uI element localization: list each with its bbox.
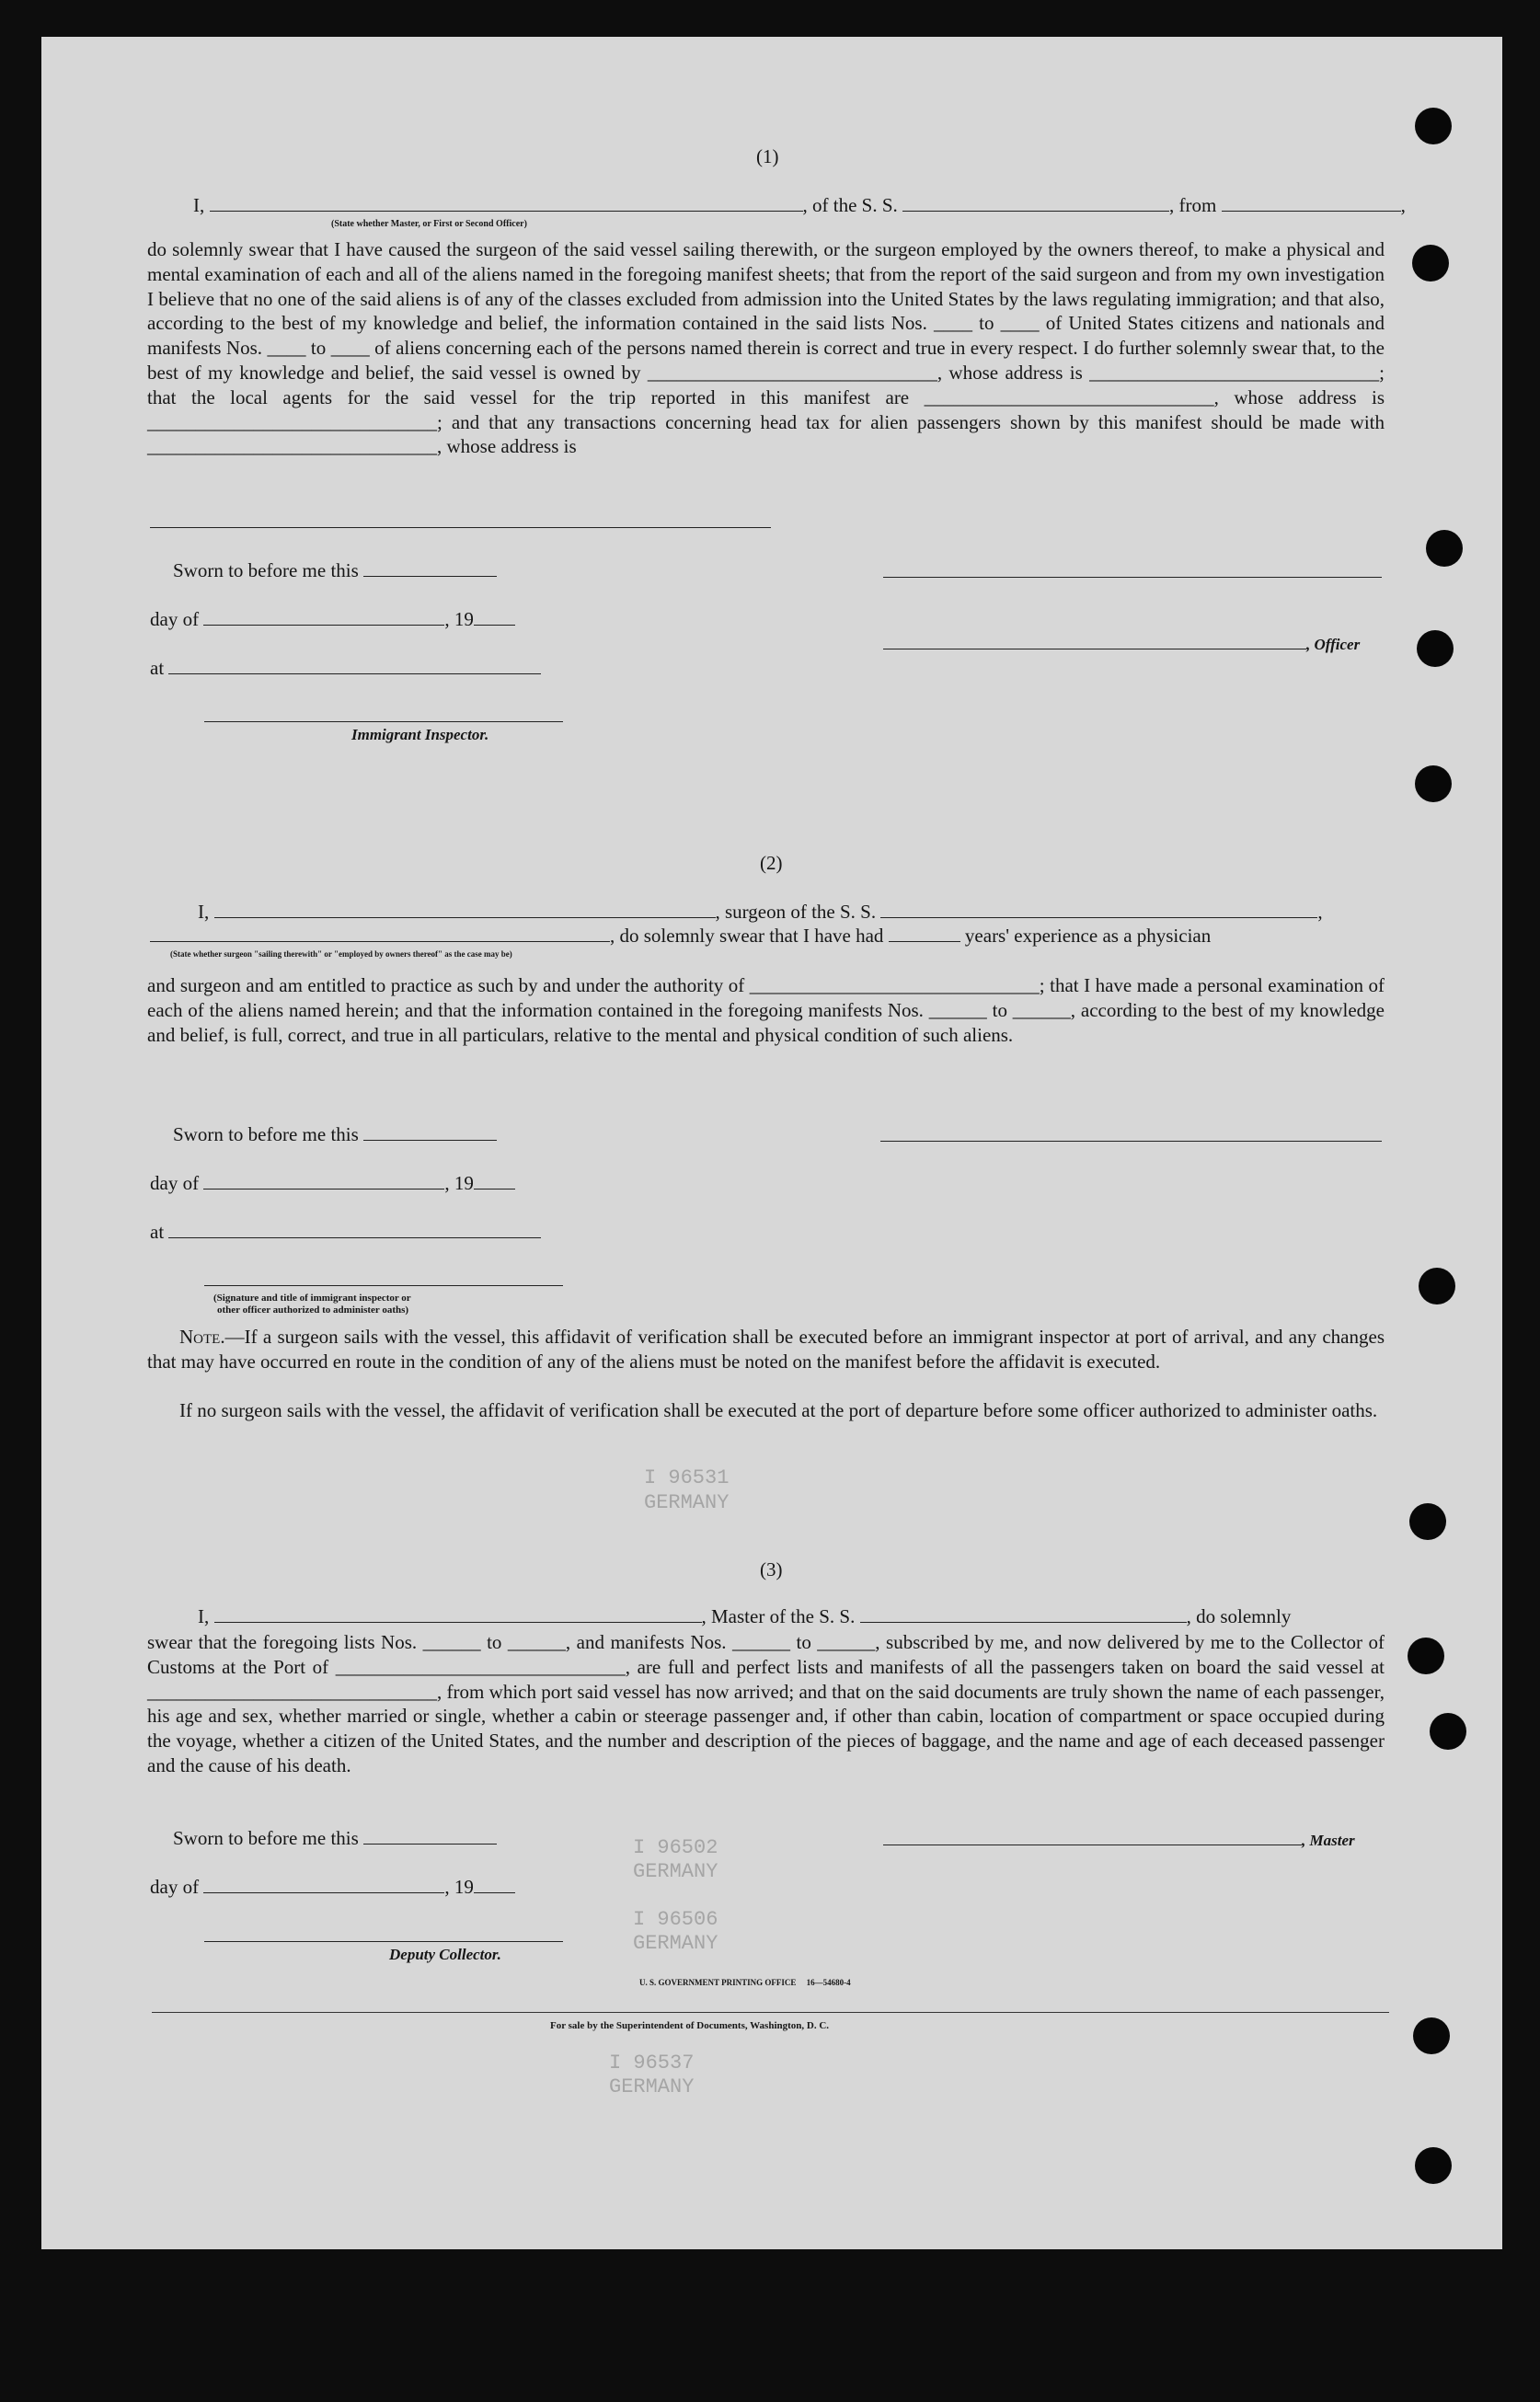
label-from: , from — [1169, 194, 1217, 216]
section-3-day-of — [150, 1876, 515, 1899]
address-blank-line[interactable] — [150, 527, 771, 528]
at-place-field[interactable] — [168, 1221, 541, 1238]
footer-rule — [152, 2012, 1389, 2013]
section-1-sworn — [173, 559, 497, 582]
note-text: —If a surgeon sails with the vessel, this affidavit of verification shall be executed before an immigrant inspector at port of arrival, and any changes that may have occurred en route in the condition of any of the aliens must be noted on the manifest before the affidavit is executed. — [147, 1326, 1385, 1373]
master-name-field[interactable] — [214, 1605, 702, 1623]
section-3-body: swear that the foregoing lists Nos. ______ to ______, and manifests Nos. ______ to ______, subscribed by me, and now delivered by me to the Collector of Customs at the Port of ______________________________, are full and perfect lists and manifests of all the passengers taken on board the said vessel at ______________________________, from which port said vessel has now arrived; and that on the said documents are truly shown the name of each passenger, his age and sex, whether married or single, whether a cabin or steerage passenger and, if other than cabin, location of compartment or space occupied during the voyage, whether a citizen of the United States, and the number and description of the pieces of baggage, and the name and age of each deceased passenger and the cause of his death. — [147, 1631, 1385, 1776]
bleed-through-text: I 96531 — [644, 1466, 730, 1489]
day-of-label: day of — [150, 1876, 200, 1898]
label-i: I, — [198, 1605, 210, 1627]
master-caption: , Master — [1302, 1832, 1355, 1849]
inspector-signature-line[interactable] — [204, 721, 563, 722]
day-of-label: day of — [150, 608, 200, 630]
ship-name-field[interactable] — [902, 194, 1169, 212]
section-2-at — [150, 1221, 541, 1244]
section-2-line-1: I, , surgeon of the S. S. , — [198, 901, 1323, 923]
officer-signature-line[interactable] — [883, 577, 1382, 578]
years-experience-field[interactable] — [889, 925, 960, 942]
section-2-sworn — [173, 1123, 497, 1146]
day-of-field[interactable] — [203, 1172, 444, 1190]
year-field[interactable] — [474, 1172, 515, 1190]
label-surgeon-of-ship: , surgeon of the S. S. — [715, 901, 877, 923]
for-sale-notice: For sale by the Superintendent of Documents, Washington, D. C. — [550, 2020, 830, 2031]
note-paragraph-1 — [147, 1325, 1385, 1373]
sworn-date-field[interactable] — [363, 559, 497, 577]
master-of-ship-label: , Master of the S. S. — [701, 1605, 856, 1627]
surgeon-ship-field[interactable] — [880, 901, 1317, 918]
bleed-through-text: GERMANY — [633, 1860, 718, 1883]
sworn-label: Sworn to before me this — [173, 1827, 359, 1849]
surgeon-name-field[interactable] — [214, 901, 716, 918]
master-field-caption: (State whether Master, or First or Second Officer) — [331, 219, 527, 229]
inspector-signature-line[interactable] — [204, 1285, 563, 1286]
year-field[interactable] — [474, 608, 515, 626]
at-label: at — [150, 657, 165, 679]
collector-caption: Deputy Collector. — [389, 1946, 501, 1963]
section-2-number: (2) — [760, 852, 783, 874]
year-label: , 19 — [444, 608, 474, 630]
section-2-body: and surgeon and am entitled to practice as such by and under the authority of ______________________________; that I have made a personal examination of each of the aliens named herein; and that the information contained in the foregoing manifests Nos. ______ to ______, according to the best of my knowledge and belief, is full, correct, and true in all particulars, relative to the mental and physical condition of such aliens. — [147, 974, 1385, 1046]
note-paragraph-2: If no surgeon sails with the vessel, the affidavit of verification shall be executed at the port of departure before some officer authorized to administer oaths. — [179, 1399, 1378, 1421]
section-1-at — [150, 657, 541, 680]
years-label: years' experience as a physician — [964, 925, 1212, 947]
year-field[interactable] — [474, 1876, 515, 1893]
section-2-day-of — [150, 1172, 515, 1195]
section-1-day-of — [150, 608, 515, 631]
master-signature — [883, 1828, 1355, 1851]
section-1-body: do solemnly swear that I have caused the surgeon of the said vessel sailing therewith, or the surgeon employed by the owners thereof, to make a physical and mental examination of each and all of the aliens named in the foregoing manifest sheets; that from the report of the said surgeon and from my own investigation I believe that no one of the said aliens is of any of the classes excluded from admission into the United States by the laws regulating immigration; and that also, according to the best of my knowledge and belief, the information contained in the said lists Nos. ____ to ____ of United States citizens and nationals and manifests Nos. ____ to ____ of aliens concerning each of the persons named therein is correct and true in every respect. I do further solemnly swear that, to the best of my knowledge and belief, the said vessel is owned by ______________________________, whose address is ______________________________; that the local agents for the said vessel for the trip reported in this manifest are ______________________________, whose address is ______________________________; and that any transactions concerning head tax for alien passengers shown by this manifest should be made with ______________________________, whose address is — [147, 238, 1385, 458]
label-i: I, — [198, 901, 210, 923]
printing-office-imprint: U. S. GOVERNMENT PRINTING OFFICE 16—54680-4 — [639, 1978, 851, 1987]
ship-name-field[interactable] — [860, 1605, 1187, 1623]
collector-signature-line[interactable] — [204, 1941, 563, 1942]
from-port-field[interactable] — [1222, 194, 1401, 212]
sworn-label: Sworn to before me this — [173, 559, 359, 581]
surgeon-status-field[interactable] — [150, 925, 610, 942]
day-of-field[interactable] — [203, 1876, 444, 1893]
solemnly-label: , do solemnly — [1186, 1605, 1292, 1627]
label-i: I, — [193, 194, 205, 216]
inspector-caption: Immigrant Inspector. — [351, 726, 489, 743]
at-place-field[interactable] — [168, 657, 541, 674]
signature-caption-1: (Signature and title of immigrant inspector or — [213, 1293, 411, 1304]
sworn-date-field[interactable] — [363, 1123, 497, 1141]
section-3-line-1 — [198, 1605, 1291, 1628]
year-label: , 19 — [444, 1876, 474, 1898]
sworn-label: Sworn to before me this — [173, 1123, 359, 1145]
at-label: at — [150, 1221, 165, 1243]
section-1-line-1: I, , of the S. S. , from , — [193, 194, 1406, 216]
section-1-officer-title — [883, 632, 1360, 655]
year-label: , 19 — [444, 1172, 474, 1194]
surgeon-signature-line[interactable] — [880, 1141, 1382, 1142]
bleed-through-text: I 96506 — [633, 1908, 718, 1931]
label-of-ship: , of the S. S. — [802, 194, 898, 216]
section-1-number: (1) — [756, 145, 779, 167]
bleed-through-text: GERMANY — [644, 1491, 730, 1514]
note-label: Note. — [179, 1326, 225, 1348]
bleed-through-text: I 96537 — [609, 2051, 695, 2074]
signature-caption-2: other officer authorized to administer oaths) — [217, 1304, 409, 1316]
bleed-through-text: GERMANY — [633, 1932, 718, 1955]
section-3-number: (3) — [760, 1558, 783, 1580]
officer-title-field[interactable] — [883, 632, 1306, 649]
day-of-label: day of — [150, 1172, 200, 1194]
swear-label: , do solemnly swear that I have had — [610, 925, 884, 947]
master-signature-field[interactable] — [883, 1828, 1302, 1845]
sworn-date-field[interactable] — [363, 1827, 497, 1845]
section-2-line-2 — [150, 925, 1211, 948]
bleed-through-text: GERMANY — [609, 2075, 695, 2098]
bleed-through-text: I 96502 — [633, 1836, 718, 1859]
surgeon-status-caption: (State whether surgeon "sailing therewith" or "employed by owners thereof" as the case may be) — [170, 949, 512, 959]
section-3-sworn — [173, 1827, 497, 1850]
day-of-field[interactable] — [203, 608, 444, 626]
officer-caption: , Officer — [1306, 636, 1361, 653]
master-name-field[interactable] — [210, 194, 803, 212]
